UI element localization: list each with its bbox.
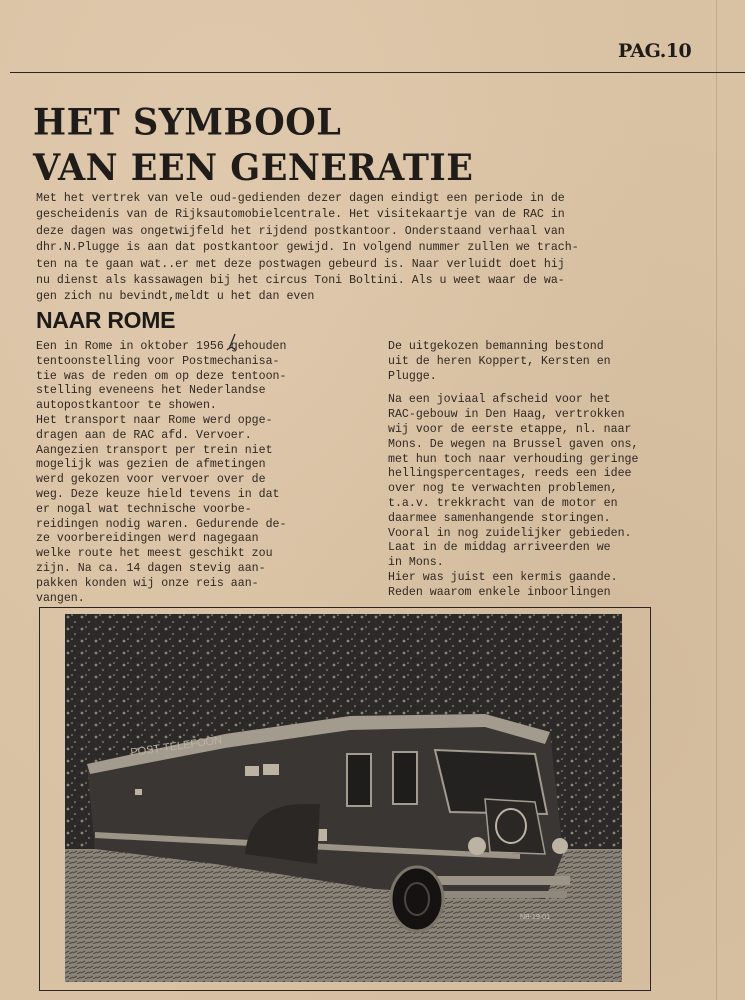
header-rule	[10, 72, 745, 73]
left-column-line: vangen.	[36, 591, 85, 605]
intro-line: Met het vertrek van vele oud-gedienden dezer dagen eindigt een periode in de	[36, 192, 565, 205]
intro-paragraph	[36, 191, 636, 306]
right-column-line: uit de heren Koppert, Kersten en	[388, 354, 611, 368]
right-column-text	[388, 340, 638, 610]
left-column-text	[36, 340, 286, 606]
left-column-line: ze voorbereidingen werd nagegaan	[36, 532, 259, 546]
left-column-line: er nogal wat technische voorbe-	[36, 502, 252, 516]
bus-wheel	[391, 867, 443, 931]
right-column-line: daarmee samenhangende storingen.	[388, 511, 611, 525]
right-column-line: met hun toch naar verhouding geringe	[388, 452, 639, 466]
intro-line: ten na te gaan wat..er met deze postwagen gebeurd is. Naar verluidt doet hij	[36, 257, 565, 271]
left-column-line: Een in Rome in oktober 1956 gehouden	[36, 340, 287, 353]
left-column-line: reidingen nodig waren. Gedurende de-	[36, 517, 287, 531]
right-column-line: Mons. De wegen na Brussel gaven ons,	[388, 437, 639, 451]
headline-line-2: VAN EEN GENERATIE	[33, 146, 474, 190]
intro-line: deze dagen was ongetwijfeld het rijdend postkantoor. Onderstaand verhaal van	[36, 224, 565, 238]
right-column-line: hellingspercentages, reeds een idee	[388, 467, 632, 481]
left-column-line: Aangezien transport per trein niet	[36, 443, 273, 457]
left-column-line: tentoonstelling voor Postmechanisa-	[36, 354, 280, 368]
left-column-line: tie was de reden om op deze tentoon-	[36, 369, 287, 383]
section-title: NAAR ROME	[36, 307, 176, 333]
right-column-line: Laat in de middag arriveerden we	[388, 541, 611, 555]
left-column-line: mogelijk was gezien de afmetingen	[36, 458, 266, 472]
right-column-line: Reden waarom enkele inboorlingen	[388, 585, 611, 599]
right-column-line: RAC-gebouw in Den Haag, vertrokken	[388, 408, 625, 422]
left-column-line: dragen aan de RAC afd. Vervoer.	[36, 428, 252, 442]
right-column-line: over nog te verwachten problemen,	[388, 482, 618, 496]
intro-line: nu dienst als kassawagen bij het circus Toni Boltini. Als u weet waar de wa-	[36, 274, 565, 288]
right-column-line: wij voor de eerste etappe, nl. naar	[388, 422, 632, 436]
left-column-line: weg. Deze keuze hield tevens in dat	[36, 487, 280, 501]
bus-side-lettering: POST-TELEFOON	[129, 734, 223, 759]
intro-line: gen zich nu bevindt,meldt u het dan even	[36, 290, 315, 304]
page-fold-line	[716, 0, 717, 1000]
right-column-line: in Mons.	[388, 556, 444, 570]
left-column-line: autopostkantoor te showen.	[36, 399, 217, 413]
intro-line: dhr.N.Plugge is aan dat postkantoor gewijd. In volgend nummer zullen we trach-	[36, 241, 579, 255]
headline-line-1: HET SYMBOOL	[33, 101, 342, 145]
bus-photograph	[65, 614, 622, 982]
left-column-line: pakken konden wij onze reis aan-	[36, 576, 259, 590]
left-column-line: werd gekozen voor vervoer over de	[36, 473, 266, 487]
left-column-line: welke route het meest geschikt zou	[36, 547, 273, 561]
right-column-line: t.a.v. trekkracht van de motor en	[388, 496, 618, 510]
bus-photo-illustration	[65, 614, 622, 982]
right-column-line: Hier was juist een kermis gaande.	[388, 570, 618, 584]
right-column-line: Na een joviaal afscheid voor het	[388, 393, 611, 407]
left-column-line: zijn. Na ca. 14 dagen stevig aan-	[36, 561, 266, 575]
handwritten-correction-mark	[224, 333, 238, 355]
left-column-line: Het transport naar Rome werd opge-	[36, 413, 273, 427]
left-column-line: stelling eveneens het Nederlandse	[36, 384, 266, 398]
right-column-paragraph	[388, 340, 638, 384]
article-headline	[33, 100, 473, 190]
page-number: PAG.10	[618, 40, 692, 62]
right-column-line: Vooral in nog zuidelijker gebieden.	[388, 526, 632, 540]
license-plate: NB-19-01	[520, 914, 550, 921]
right-column-line: Plugge.	[388, 369, 437, 383]
right-column-line: De uitgekozen bemanning bestond	[388, 340, 604, 353]
intro-line: gescheidenis van de Rijksautomobielcentrale. Het visitekaartje van de RAC in	[36, 208, 565, 222]
right-column-paragraph	[388, 393, 638, 600]
